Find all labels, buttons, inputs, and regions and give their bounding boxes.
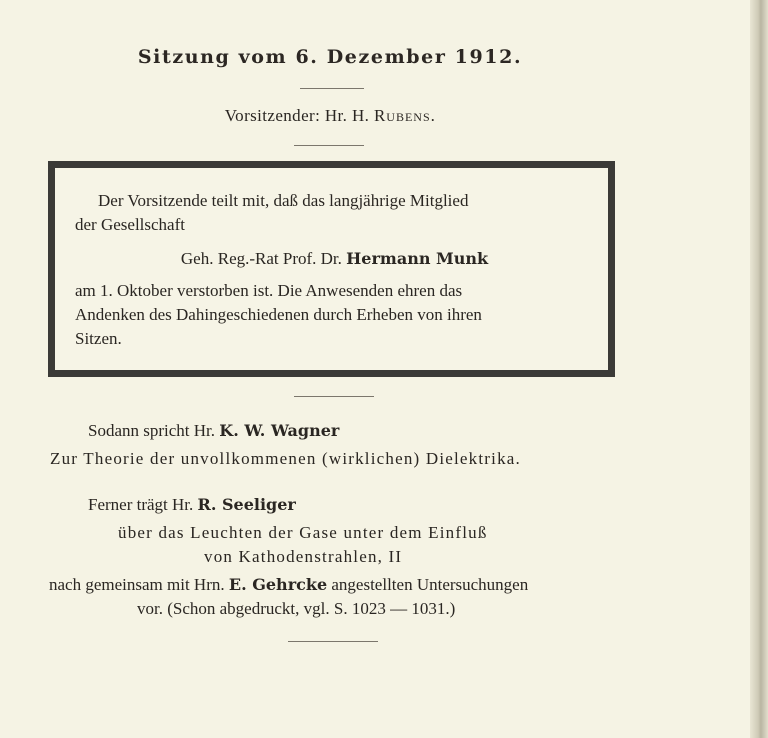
talk2-intro-line — [88, 495, 296, 515]
divider-bottom — [288, 641, 378, 642]
divider-top — [300, 88, 364, 89]
talk1-speaker: K. W. Wagner — [219, 421, 340, 440]
talk2-note-line — [49, 575, 528, 595]
obituary-line-3 — [75, 248, 594, 270]
chairman-line — [0, 106, 660, 126]
talk2-title-line-2: von Kathodenstrahlen, II — [204, 547, 403, 566]
deceased-name: Hermann Munk — [346, 249, 489, 268]
talk2-title-line-1: über das Leuchten der Gase unter dem Einfluß — [118, 523, 488, 542]
talk2-note-suffix: angestellten Untersuchungen — [331, 575, 529, 594]
obituary-box — [48, 161, 615, 377]
chairman-suffix: . — [430, 106, 436, 125]
divider-after-box — [294, 396, 374, 397]
talk2-coauthor: E. Gehrcke — [228, 575, 328, 594]
obituary-line-1: Der Vorsitzende teilt mit, daß das langjährige Mitglied — [98, 191, 469, 210]
talk1-title: Zur Theorie der unvollkommenen (wirklichen) Dielektrika. — [50, 449, 521, 468]
chairman-name: Rubens — [373, 106, 431, 125]
obituary-title-prefix: Geh. Reg.-Rat Prof. Dr. — [180, 249, 342, 268]
talk2-intro: Ferner trägt Hr. — [88, 495, 194, 514]
session-heading: Sitzung vom 6. Dezember 1912. — [137, 46, 523, 68]
chairman-prefix: Vorsitzender: Hr. H. — [224, 106, 370, 125]
talk2-note-prefix: nach gemeinsam mit Hrn. — [49, 575, 225, 594]
divider-chair — [294, 145, 364, 146]
page-edge — [750, 0, 768, 738]
talk1-intro: Sodann spricht Hr. — [88, 421, 216, 440]
talk2-closing: vor. (Schon abgedruckt, vgl. S. 1023 — 1031.) — [137, 599, 456, 618]
obituary-line-2: der Gesellschaft — [75, 215, 185, 234]
talk2-speaker: R. Seeliger — [197, 495, 296, 514]
obituary-line-5: Andenken des Dahingeschiedenen durch Erheben von ihren — [75, 305, 482, 324]
talk1-intro-line — [88, 421, 339, 441]
obituary-line-6: Sitzen. — [75, 329, 122, 348]
obituary-line-4: am 1. Oktober verstorben ist. Die Anwesenden ehren das — [75, 281, 463, 300]
